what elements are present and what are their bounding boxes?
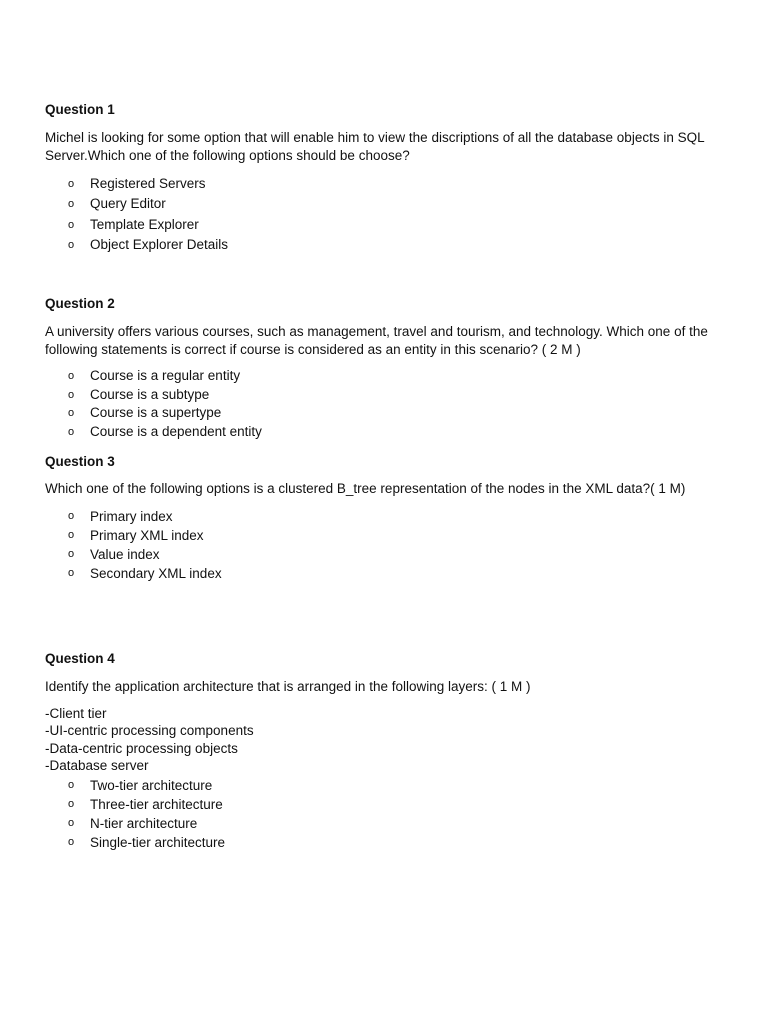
option-item [45,507,735,526]
question-text: Which one of the following options is a clustered B_tree representation of the nodes in the XML data?( 1 M) [45,481,686,496]
option-label: Course is a supertype [90,405,222,421]
option-label: Registered Servers [90,176,206,191]
option-label: Value index [90,547,160,563]
options-list [45,367,735,442]
question-text: Michel is looking for some option that will enable him to view the discriptions of all the database objects in SQL Server.Which one of the following options should be choose? [45,130,705,163]
question-2 [45,295,735,442]
option-item [45,235,735,255]
option-label: Course is a dependent entity [90,424,262,440]
option-label: Template Explorer [90,216,199,232]
bullet-icon: o [68,797,75,810]
bullet-icon: o [68,816,75,829]
options-list [45,174,735,255]
option-label: Course is a subtype [90,386,210,402]
option-item [45,526,735,545]
options-list [45,776,735,852]
question-title: Question 1 [45,102,115,117]
option-label: Primary index [90,509,173,524]
bullet-icon: o [68,567,75,580]
bullet-icon: o [68,778,75,791]
bullet-icon: o [68,529,75,542]
option-item [45,564,735,583]
option-label: Query Editor [90,196,166,212]
option-item [45,367,735,386]
options-list [45,507,735,583]
question-text: A university offers various courses, such as management, travel and tourism, and technology. Which one of the following statements is correct if course is considered as an entity in this scenario? ( 2 M ) [45,324,708,357]
option-item [45,814,735,833]
bullet-icon: o [68,407,75,420]
bullet-icon: o [68,178,75,190]
question-title: Question 2 [45,296,115,311]
bullet-icon: o [68,510,75,522]
option-label: Three-tier architecture [90,796,223,812]
question-1 [45,101,735,255]
bullet-icon: o [68,548,75,561]
bullet-icon: o [68,238,75,251]
option-item [45,545,735,564]
bullet-icon: o [68,388,75,401]
bullet-icon: o [68,218,75,231]
bullet-icon: o [68,198,75,211]
option-item [45,174,735,194]
layer-item: -Data-centric processing objects [45,740,238,756]
option-item [45,795,735,814]
option-label: Single-tier architecture [90,834,226,850]
bullet-icon: o [68,426,75,439]
question-title: Question 4 [45,651,115,666]
option-item [45,833,735,852]
layers-list [45,705,735,775]
option-item [45,194,735,214]
layer-item: -Client tier [45,706,107,721]
bullet-icon: o [68,835,75,848]
question-text: Identify the application architecture that is arranged in the following layers: ( 1 M ) [45,679,531,694]
option-item [45,386,735,405]
bullet-icon: o [68,370,75,382]
option-label: Two-tier architecture [90,777,213,793]
question-4 [45,650,735,852]
layer-item: -Database server [45,758,149,774]
option-item [45,776,735,795]
option-item [45,215,735,235]
option-label: Primary XML index [90,528,204,544]
option-label: Course is a regular entity [90,368,241,383]
option-label: Object Explorer Details [90,236,229,252]
option-label: Secondary XML index [90,566,222,582]
layer-item: -UI-centric processing components [45,723,254,739]
question-3 [45,453,735,583]
question-title: Question 3 [45,454,115,469]
option-label: N-tier architecture [90,815,198,831]
option-item [45,404,735,423]
option-item [45,423,735,442]
